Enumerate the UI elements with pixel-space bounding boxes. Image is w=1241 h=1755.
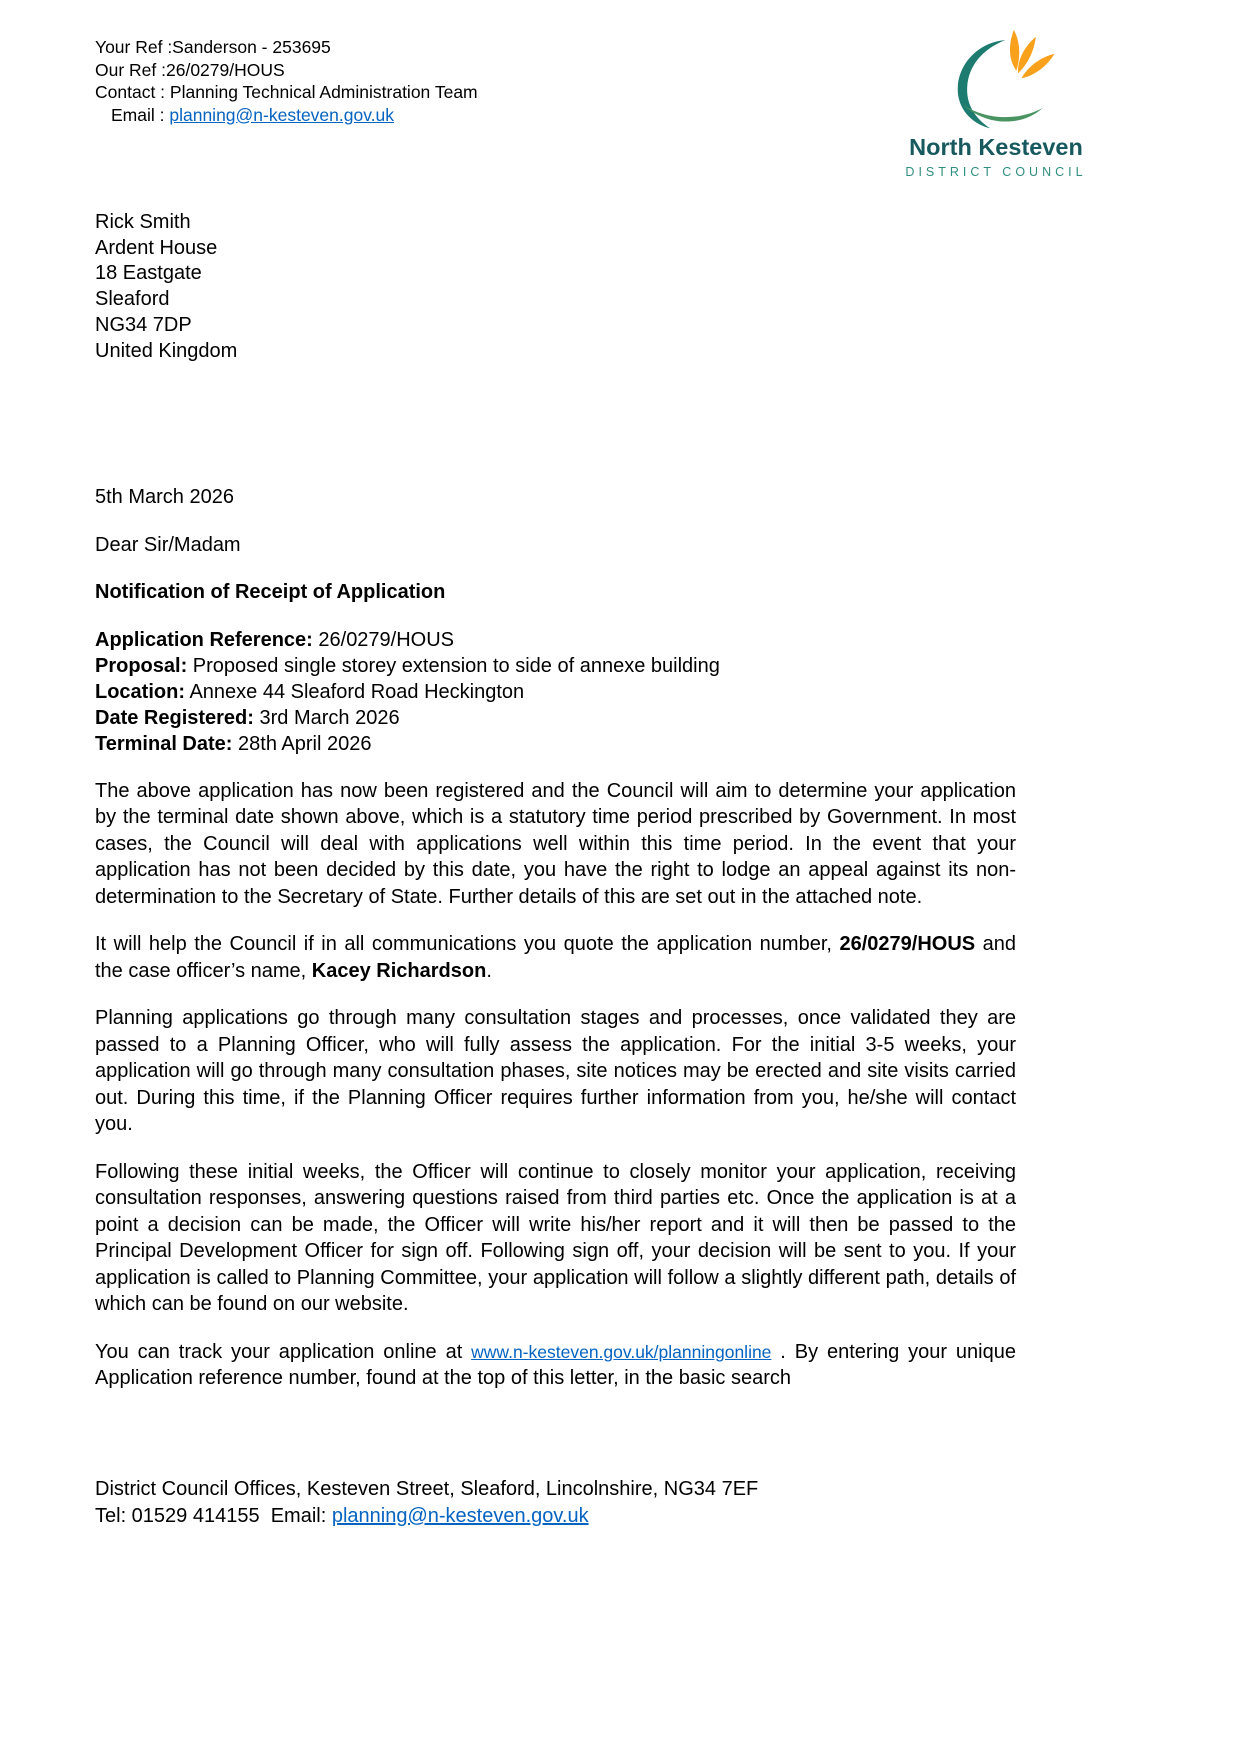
paragraph-text: You can track your application online at xyxy=(95,1340,472,1363)
detail-value: 26/0279/HOUS xyxy=(312,628,455,651)
application-details xyxy=(95,627,1016,757)
our-ref-line: Our Ref :26/0279/HOUS xyxy=(95,59,285,80)
footer-tel: Tel: 01529 414155 Email: xyxy=(95,1505,332,1527)
footer-address: District Council Offices, Kesteven Street, Sleaford, Lincolnshire, NG34 7EF xyxy=(95,1478,759,1500)
your-ref-line: Your Ref :Sanderson - 253695 xyxy=(95,37,331,57)
detail-value: Annexe 44 Sleaford Road Heckington xyxy=(185,680,525,703)
recipient-line: NG34 7DP xyxy=(95,313,192,336)
detail-value: 28th April 2026 xyxy=(232,732,372,755)
contact-line: Contact : Planning Technical Administration Team xyxy=(95,82,478,102)
footer-email-link[interactable]: planning@n-kesteven.gov.uk xyxy=(331,1505,589,1527)
recipient-line: 18 Eastgate xyxy=(95,262,202,285)
paragraph-text: and the case officer’s name, xyxy=(95,933,1016,982)
detail-row-application-reference xyxy=(95,627,1016,653)
paragraph-text: . By entering your unique Application reference number, found at the top of this letter, in the basic search xyxy=(95,1340,1016,1390)
detail-value: Proposed single storey extension to side of annexe building xyxy=(187,654,720,677)
paragraph-registration: The above application has now been registered and the Council will aim to determine your application by the terminal date shown above, which is a statutory time period prescribed by Government. In most cases, the Council will deal with applications well within this time period. In the event that your application has not been decided by this date, you have the right to lodge an appeal against its non-determination to the Secretary of State. Further details of this are set out in the attached note. xyxy=(95,779,1016,908)
detail-row-location xyxy=(95,679,1016,705)
case-officer-name: Kacey Richardson xyxy=(311,959,487,982)
detail-value: 3rd March 2026 xyxy=(253,706,400,729)
paragraph-quote-reference xyxy=(95,931,1016,984)
council-logo-graphic xyxy=(932,30,1060,130)
detail-label: Terminal Date: xyxy=(95,732,233,755)
email-link[interactable]: planning@n-kesteven.gov.uk xyxy=(169,104,395,125)
paragraph-text: . xyxy=(486,959,492,982)
reference-block xyxy=(95,36,478,126)
recipient-line: Sleaford xyxy=(95,288,170,311)
email-label: Email : xyxy=(111,104,170,125)
detail-row-proposal xyxy=(95,653,1016,679)
salutation: Dear Sir/Madam xyxy=(95,533,241,556)
recipient-line: Rick Smith xyxy=(95,211,191,233)
detail-label: Date Registered: xyxy=(95,706,254,729)
recipient-line: Ardent House xyxy=(95,236,218,259)
logo-name: North Kesteven xyxy=(909,134,1083,160)
footer-contact xyxy=(95,1503,758,1530)
detail-label: Location: xyxy=(95,680,185,703)
recipient-line: United Kingdom xyxy=(95,339,238,362)
logo-subtitle: DISTRICT COUNCIL xyxy=(905,165,1087,179)
paragraph-consultation: Planning applications go through many consultation stages and processes, once validated they are passed to a Planning Officer, who will fully assess the application. For the initial 3-5 weeks, your application will go through many consultation phases, site notices may be erected and site visits carried out. During this time, if the Planning Officer requires further information from you, he/she will contact you. xyxy=(95,1007,1016,1136)
application-number: 26/0279/HOUS xyxy=(839,933,976,956)
letter-date: 5th March 2026 xyxy=(95,486,234,509)
paragraph-decision-process: Following these initial weeks, the Officer will continue to closely monitor your application, receiving consultation responses, answering questions raised from third parties etc. Once the application is at a point a decision can be made, the Officer will write his/her report and it will then be passed to the Principal Development Officer for sign off. Following sign off, your decision will be sent to you. If your application is called to Planning Committee, your application will follow a slightly different path, details of which can be found on our website. xyxy=(95,1160,1016,1316)
email-line xyxy=(95,104,478,127)
detail-row-date-registered xyxy=(95,705,1016,731)
detail-label: Application Reference: xyxy=(95,628,313,651)
letter-footer xyxy=(95,1476,758,1530)
paragraph-track-online xyxy=(95,1339,1016,1392)
paragraph-text: It will help the Council if in all communications you quote the application number, xyxy=(95,933,840,956)
subject-heading: Notification of Receipt of Application xyxy=(95,581,446,604)
detail-label: Proposal: xyxy=(95,654,188,677)
planning-online-link[interactable]: www.n-kesteven.gov.uk/planningonline xyxy=(471,1341,772,1362)
recipient-address xyxy=(95,210,1016,364)
council-logo xyxy=(901,30,1091,179)
detail-row-terminal-date xyxy=(95,731,1016,757)
letter-body xyxy=(95,210,1016,1413)
